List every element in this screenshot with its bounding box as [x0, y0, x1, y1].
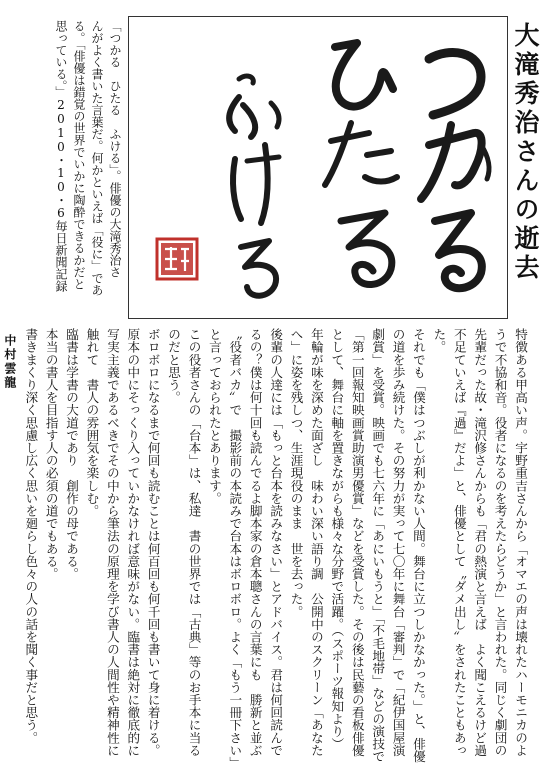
- body-paragraph: ボロボロになるまで何回も読むことは何百回も何千回も書いて身に着ける。原本の中にそっくり入っていかなければ意味がない。臨書は絶対に徹底的に写実主義であるべきでその中から筆法の原理を学び書人の人間性や精神性に触れて 書人の雰囲気を楽しむ。: [84, 328, 161, 757]
- body-paragraph: 本当の書人を目指す人の必須の道でもある。: [43, 328, 59, 580]
- calligraphy-image: [129, 17, 507, 318]
- body-paragraph: 臨書は学書の大道であり 創作の母である。: [64, 328, 80, 580]
- caption-line: 思っている。」2010・10・6毎日新聞記録: [54, 20, 68, 292]
- caption-line: 「つかる ひたる ふける」。俳優の大滝秀治さ: [108, 20, 122, 278]
- body-paragraph: この役者さんの「台本」は、私達 書の世界では「古典」等のお手本に当るのだと思う。: [166, 328, 202, 757]
- body-paragraph: 年輪が味を深めた面ざし 味わい深い語り調 公開中のスクリーン「あなたへ」に姿を残しつ、生涯現役のまま 世を去った。: [288, 328, 324, 757]
- body-paragraph: 特徴ある甲高い声。宇野重吉さんから「オマエの声は壊れたハーモニカのようで不協和音。役者になるのを考えたらどうか」と言われた。同じく劇団の先輩だった故・滝沢修さんからも「君の熱演と言えば よく聞こえるけど過不足ていえば『過』だよ」と、俳優として〝ダメ出し〟をされたこともあった。: [431, 328, 528, 757]
- calligraphy-artwork: [128, 16, 508, 319]
- body-paragraph: 書きまくり深く思慮し広く思いを廻らし色々の人の話を聞く事だと思う。: [23, 328, 39, 744]
- author-signature: 中村雲龍: [2, 334, 17, 390]
- article-title: 大滝秀治さんの逝去: [511, 22, 540, 283]
- caption-line: る。「俳優は錯覚の世界でいかに陶酔できるかだと: [72, 20, 86, 290]
- caption-line: んがよく書いた言葉だ。何かといえば「役に」であ: [90, 20, 104, 296]
- artwork-caption: [2, 20, 124, 380]
- body-paragraph: それでも「僕はつぶしが利かない人間。舞台に立つしかなかった。」と、俳優の道を歩み続けた。その努力が実って七〇年に舞台「審判」で「紀伊国屋演劇賞」を受賞。映画でも七六年に「あにいもうと」「不毛地帯」などの演技で「第一回報知映画賞助演男優賞」などを受賞した。その後は民藝の看板俳優として、舞台に軸を置きながらも様々な分野で活躍。（スポーツ報知より）: [329, 328, 426, 763]
- body-paragraph: 後輩の人達には「もっと台本を読みなさい」とアドバイス。君は何回読んでるの？僕は何十回も読んでるよ脚本家の倉本聰さんの言葉にも 勝新と並ぶ〝役者バカ〟で 撮影前の本読みで台本はボロボロ。よく「もう一冊下さい」と言っておられたとあります。: [206, 328, 284, 763]
- article-body: [2, 328, 530, 768]
- seal-stamp: [157, 239, 197, 279]
